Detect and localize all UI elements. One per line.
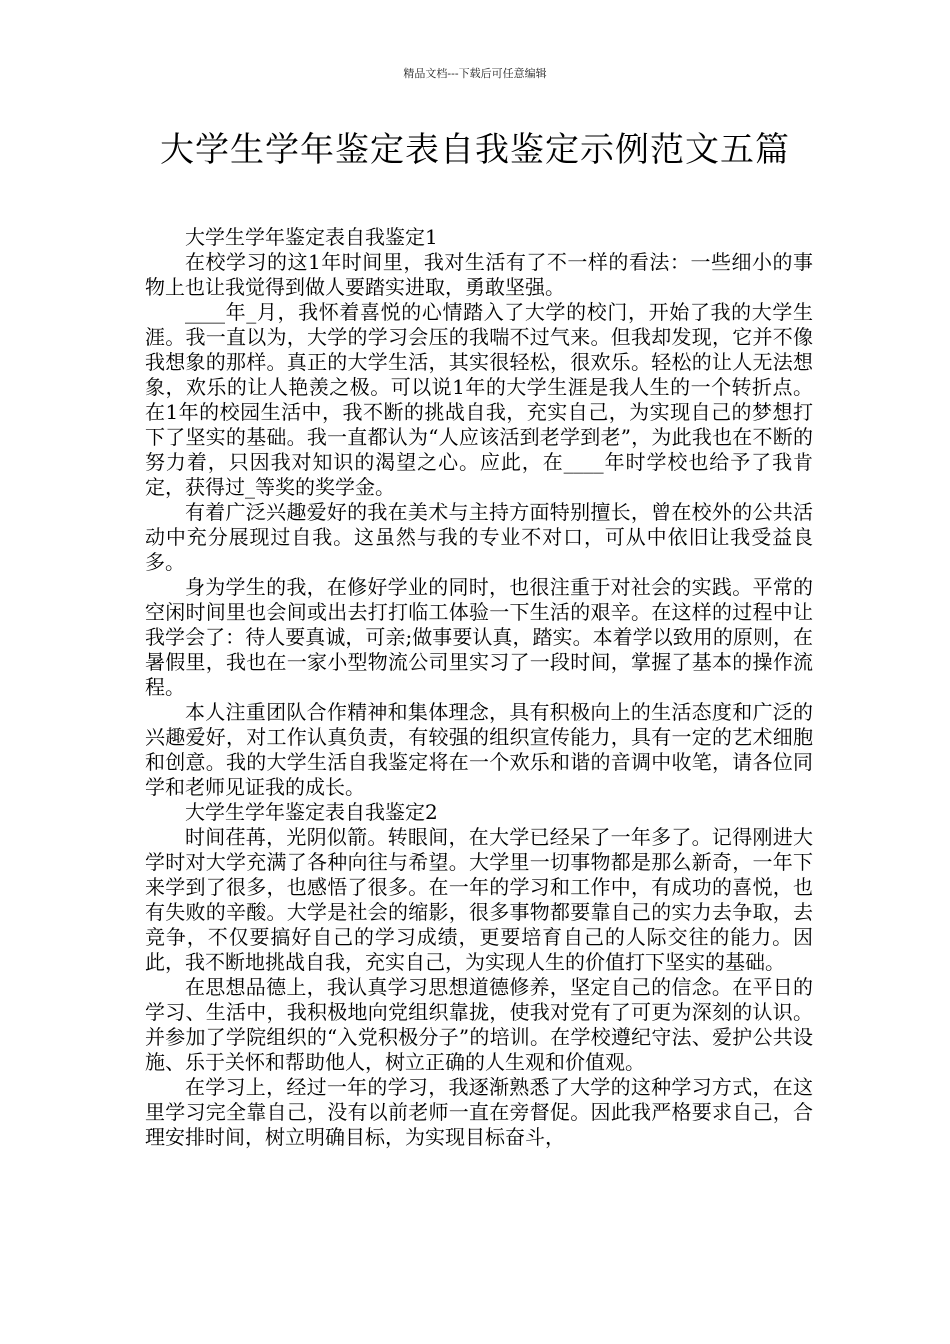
section-heading: 大学生学年鉴定表自我鉴定1 [185,225,438,249]
document-title: 大学生学年鉴定表自我鉴定示例范文五篇 [160,130,790,170]
paragraph: ____年_月，我怀着喜悦的心情踏入了大学的校门，开始了我的大学生涯。我一直以为，大学的学习会压的我喘不过气来。但我却发现，它并不像我想象的那样。真正的大学生活，其实很轻松，很欢乐。轻松的让人无法想象，欢乐的让人艳羡之极。可以说1年的大学生涯是我人生的一个转折点。在1年的校园生活中，我不断的挑战自我，充实自己，为实现自己的梦想打下了坚实的基础。我一直都认为“人应该活到老学到老”，为此我也在不断的努力着，只因我对知识的渴望之心。应此，在____年时学校也给予了我肯定，获得过_等奖的奖学金。 [145,300,813,499]
paragraph: 有着广泛兴趣爱好的我在美术与主持方面特别擅长，曾在校外的公共活动中充分展现过自我。这虽然与我的专业不对口，可从中依旧让我受益良多。 [145,500,813,574]
section-heading: 大学生学年鉴定表自我鉴定2 [185,800,438,824]
paragraph: 身为学生的我，在修好学业的同时，也很注重于对社会的实践。平常的空闲时间里也会间或出去打打临工体验一下生活的艰辛。在这样的过程中让我学会了：待人要真诚，可亲;做事要认真，踏实。本着学以致用的原则，在暑假里，我也在一家小型物流公司里实习了一段时间，掌握了基本的操作流程。 [145,575,813,699]
paragraph: 在思想品德上，我认真学习思想道德修养，坚定自己的信念。在平日的学习、生活中，我积极地向党组织靠拢，使我对党有了可更为深刻的认识。并参加了学院组织的“入党积极分子”的培训。在学校遵纪守法、爱护公共设施、乐于关怀和帮助他人，树立正确的人生观和价值观。 [145,975,813,1074]
paragraph: 在学习上，经过一年的学习，我逐渐熟悉了大学的这种学习方式，在这里学习完全靠自己，没有以前老师一直在旁督促。因此我严格要求自己，合理安排时间，树立明确目标，为实现目标奋斗， [145,1075,813,1149]
header-note: 精品文档---下载后可任意编辑 [403,67,547,80]
paragraph: 时间荏苒，光阴似箭。转眼间，在大学已经呆了一年多了。记得刚进大学时对大学充满了各种向往与希望。大学里一切事物都是那么新奇，一年下来学到了很多，也感悟了很多。在一年的学习和工作中，有成功的喜悦，也有失败的辛酸。大学是社会的缩影，很多事物都要靠自己的实力去争取，去竞争，不仅要搞好自己的学习成绩，更要培育自己的人际交往的能力。因此，我不断地挑战自我，充实自己，为实现人生的价值打下坚实的基础。 [145,825,813,974]
paragraph: 在校学习的这1年时间里，我对生活有了不一样的看法：一些细小的事物上也让我觉得到做人要踏实进取，勇敢坚强。 [145,250,813,299]
paragraph: 本人注重团队合作精神和集体理念，具有积极向上的生活态度和广泛的兴趣爱好，对工作认真负责，有较强的组织宣传能力，具有一定的艺术细胞和创意。我的大学生活自我鉴定将在一个欢乐和谐的音调中收笔，请各位同学和老师见证我的成长。 [145,700,813,799]
document-body [145,225,813,1150]
